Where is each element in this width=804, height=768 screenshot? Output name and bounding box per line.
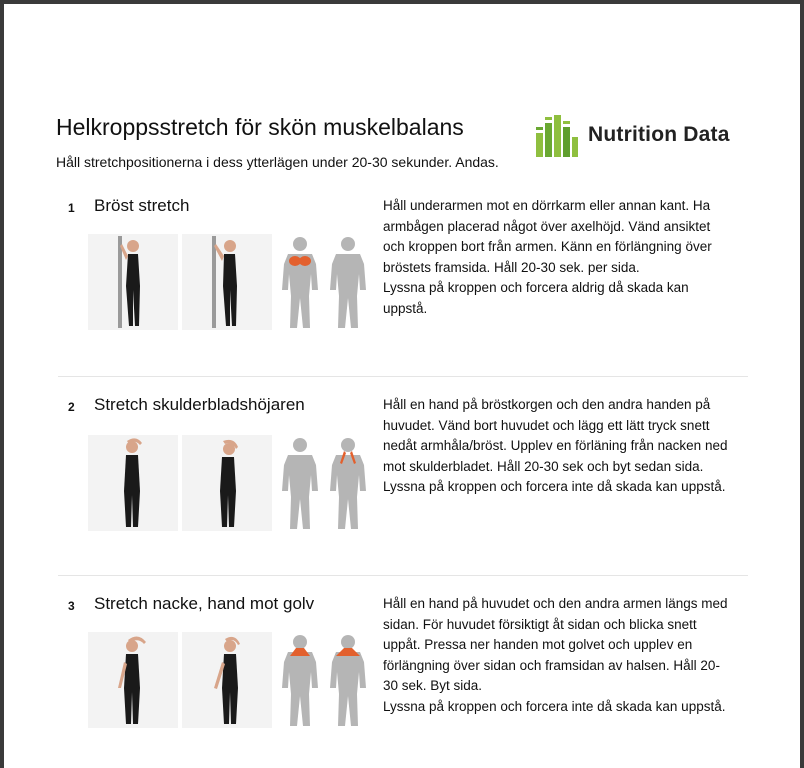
logo-text: Nutrition Data	[588, 123, 730, 146]
exercise-description: Håll en hand på huvudet och den andra armen längs med sidan. För huvudet försiktigt åt sidan och blicka snett uppåt. Pressa ner handen mot golvet och upplev en förlängning över sidan och framsidan av halsen. Håll 20- 30 sek. Byt sida. Lyssna på kroppen och forcera inte då skada kan uppstå.	[383, 596, 728, 714]
stretch-photo-start	[88, 632, 178, 728]
section-divider	[58, 575, 748, 576]
exercise-description: Håll underarmen mot en dörrkarm eller annan kant. Ha armbågen placerad något över axelhöjd. Vänd ansiktet och kroppen bort från armen. Känn en förlängning över bröstets framsida. Håll 20-30 sek. per sida. Lyssna på kroppen och forcera aldrig då skada kan uppstå.	[383, 198, 712, 316]
exercise-description: Håll en hand på bröstkorgen och den andra handen på huvudet. Vänd bort huvudet och lägg ett lätt tryck snett nedåt armhåla/bröst. Upplev en förläning från nacken ned mot skulderbladet. Håll 20-30 sek och byt sedan sida. Lyssna på kroppen och forcera inte då skada kan uppstå.	[383, 397, 728, 494]
page-title: Helkroppsstretch för skön muskelbalans	[56, 114, 464, 140]
section-divider	[58, 376, 748, 377]
document-page	[4, 4, 800, 768]
exercise-2	[4, 395, 800, 595]
bar-chart-logo-icon	[536, 113, 578, 157]
stretch-photo-end	[182, 435, 272, 531]
nutrition-data-logo	[536, 113, 730, 157]
anatomy-figure-chest	[276, 234, 374, 330]
page-subtitle: Håll stretchpositionerna i dess ytterlägen under 20-30 sekunder. Andas.	[56, 154, 499, 170]
exercise-number: 1	[68, 201, 75, 215]
exercise-title: Stretch skulderbladshöjaren	[94, 395, 305, 414]
stretch-photo-end	[182, 234, 272, 330]
exercise-3	[4, 594, 800, 768]
exercise-number: 2	[68, 400, 75, 414]
exercise-1	[4, 196, 800, 396]
exercise-title: Bröst stretch	[94, 196, 190, 215]
stretch-photo-start	[88, 234, 178, 330]
anatomy-figure-levator-scapulae	[276, 435, 374, 531]
anatomy-figure-neck	[276, 632, 374, 728]
stretch-photo-end	[182, 632, 272, 728]
exercise-title: Stretch nacke, hand mot golv	[94, 594, 315, 613]
exercise-number: 3	[68, 599, 75, 613]
stretch-photo-start	[88, 435, 178, 531]
